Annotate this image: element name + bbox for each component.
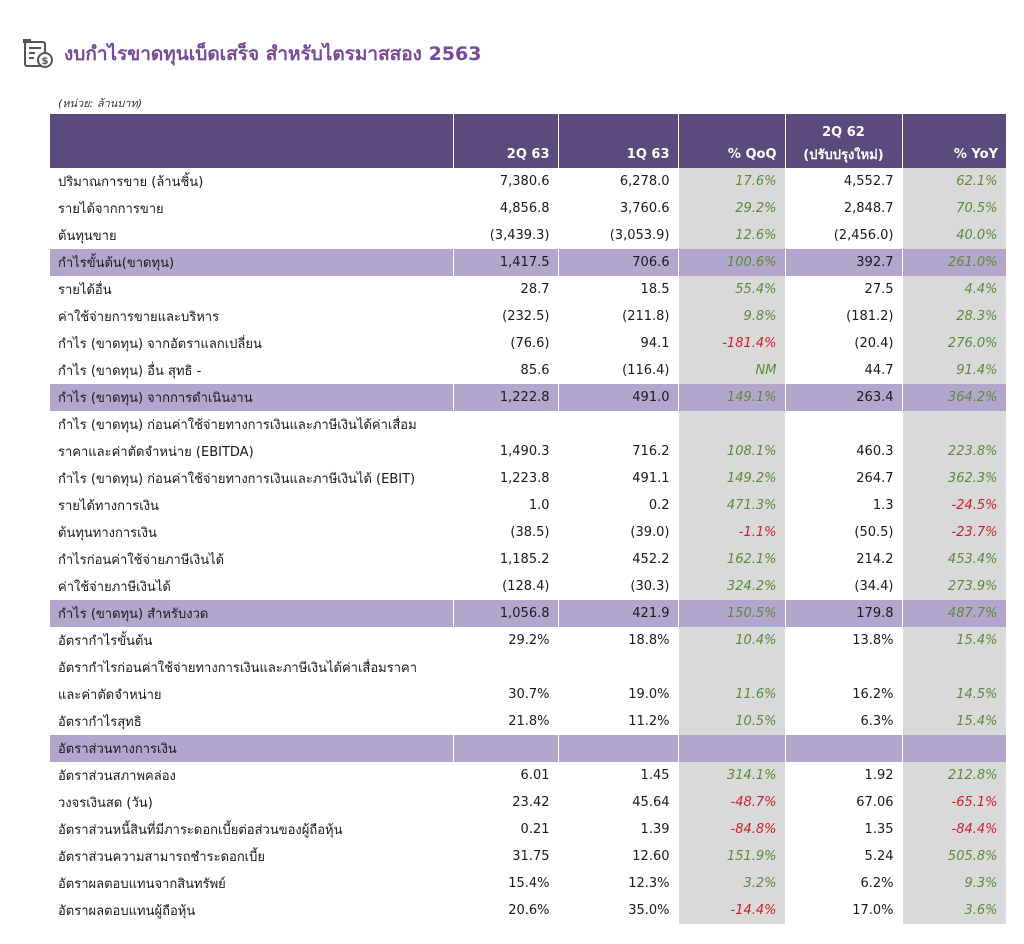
value-1q63: 0.2 [558, 492, 678, 519]
value-2q62 [785, 654, 902, 681]
value-2q63: 1,056.8 [453, 600, 558, 627]
value-2q63: 85.6 [453, 357, 558, 384]
value-yoy: -84.4% [902, 816, 1006, 843]
value-1q63: 716.2 [558, 438, 678, 465]
value-1q63 [558, 411, 678, 438]
value-qoq: 100.6% [678, 249, 785, 276]
table-row [50, 384, 1006, 411]
row-label: อัตราผลตอบแทนจากสินทรัพย์ [50, 870, 453, 897]
value-2q63: 15.4% [453, 870, 558, 897]
table-row [50, 735, 1006, 762]
value-1q63: (39.0) [558, 519, 678, 546]
value-qoq: -14.4% [678, 897, 785, 924]
value-2q62: (50.5) [785, 519, 902, 546]
page-header [22, 36, 481, 72]
value-1q63: 3,760.6 [558, 195, 678, 222]
value-2q63: 1.0 [453, 492, 558, 519]
value-qoq: 471.3% [678, 492, 785, 519]
value-yoy [902, 654, 1006, 681]
value-qoq: 150.5% [678, 600, 785, 627]
value-2q63: 28.7 [453, 276, 558, 303]
value-2q62: 6.3% [785, 708, 902, 735]
value-2q63: 4,856.8 [453, 195, 558, 222]
value-2q62: 2,848.7 [785, 195, 902, 222]
value-1q63: 1.45 [558, 762, 678, 789]
table-row [50, 816, 1006, 843]
row-label: ปริมาณการขาย (ล้านชิ้น) [50, 168, 453, 195]
value-2q62 [785, 735, 902, 762]
value-2q62: 17.0% [785, 897, 902, 924]
value-2q62: 460.3 [785, 438, 902, 465]
row-label: ค่าใช้จ่ายการขายและบริหาร [50, 303, 453, 330]
value-2q62: 44.7 [785, 357, 902, 384]
value-1q63: 12.60 [558, 843, 678, 870]
table-row [50, 654, 1006, 681]
value-qoq: 11.6% [678, 681, 785, 708]
value-2q62: 67.06 [785, 789, 902, 816]
table-row [50, 681, 1006, 708]
header-blank [902, 114, 1006, 140]
table-header [50, 114, 1006, 168]
value-2q62: 179.8 [785, 600, 902, 627]
income-statement-table [50, 114, 1007, 924]
value-2q63: (38.5) [453, 519, 558, 546]
value-yoy: 91.4% [902, 357, 1006, 384]
value-yoy: 15.4% [902, 627, 1006, 654]
row-label: ต้นทุนขาย [50, 222, 453, 249]
value-2q62: 4,552.7 [785, 168, 902, 195]
value-2q63: 1,185.2 [453, 546, 558, 573]
table-row [50, 249, 1006, 276]
value-2q62: 1.92 [785, 762, 902, 789]
row-label: รายได้ทางการเงิน [50, 492, 453, 519]
row-label: อัตราผลตอบแทนผู้ถือหุ้น [50, 897, 453, 924]
value-1q63: 18.8% [558, 627, 678, 654]
value-2q62: 392.7 [785, 249, 902, 276]
value-qoq: 151.9% [678, 843, 785, 870]
value-yoy [902, 735, 1006, 762]
row-label: อัตราส่วนความสามารถชำระดอกเบี้ย [50, 843, 453, 870]
value-qoq: -48.7% [678, 789, 785, 816]
row-label: กำไร (ขาดทุน) ก่อนค่าใช้จ่ายทางการเงินและภาษีเงินได้ค่าเสื่อม [50, 411, 453, 438]
page-title: งบกำไรขาดทุนเบ็ดเสร็จ สำหรับไตรมาสสอง 2563 [64, 43, 482, 65]
table-row [50, 897, 1006, 924]
value-yoy: 276.0% [902, 330, 1006, 357]
value-2q62: 263.4 [785, 384, 902, 411]
value-1q63: (3,053.9) [558, 222, 678, 249]
value-yoy: 223.8% [902, 438, 1006, 465]
value-yoy [902, 411, 1006, 438]
value-qoq: 10.4% [678, 627, 785, 654]
value-2q63: 1,222.8 [453, 384, 558, 411]
value-yoy: 212.8% [902, 762, 1006, 789]
value-2q63: 1,490.3 [453, 438, 558, 465]
value-1q63: 19.0% [558, 681, 678, 708]
value-qoq: -1.1% [678, 519, 785, 546]
value-yoy: 453.4% [902, 546, 1006, 573]
value-qoq: 10.5% [678, 708, 785, 735]
table-row [50, 519, 1006, 546]
value-1q63: 491.1 [558, 465, 678, 492]
row-label: อัตราส่วนหนี้สินที่มีภาระดอกเบี้ยต่อส่วนของผู้ถือหุ้น [50, 816, 453, 843]
row-label: อัตราส่วนสภาพคล่อง [50, 762, 453, 789]
table-row [50, 843, 1006, 870]
row-label: ราคาและค่าตัดจำหน่าย (EBITDA) [50, 438, 453, 465]
table-row [50, 465, 1006, 492]
table-row [50, 357, 1006, 384]
value-2q62: 264.7 [785, 465, 902, 492]
value-qoq [678, 411, 785, 438]
value-yoy: 28.3% [902, 303, 1006, 330]
header-2q62-restated: (ปรับปรุงใหม่) [785, 140, 902, 168]
value-2q63: (3,439.3) [453, 222, 558, 249]
value-2q62: 6.2% [785, 870, 902, 897]
row-label: กำไร (ขาดทุน) จากการดำเนินงาน [50, 384, 453, 411]
value-2q63: (232.5) [453, 303, 558, 330]
header-blank [558, 114, 678, 140]
value-2q63: 7,380.6 [453, 168, 558, 195]
value-1q63: 94.1 [558, 330, 678, 357]
value-yoy: -65.1% [902, 789, 1006, 816]
table-row [50, 600, 1006, 627]
value-qoq [678, 654, 785, 681]
value-1q63 [558, 735, 678, 762]
table-row [50, 573, 1006, 600]
value-yoy: 487.7% [902, 600, 1006, 627]
row-label: อัตรากำไรก่อนค่าใช้จ่ายทางการเงินและภาษีเงินได้ค่าเสื่อมราคา [50, 654, 453, 681]
row-label: ต้นทุนทางการเงิน [50, 519, 453, 546]
header-qoq: % QoQ [678, 140, 785, 168]
value-yoy: -23.7% [902, 519, 1006, 546]
value-2q62: (2,456.0) [785, 222, 902, 249]
value-qoq: 17.6% [678, 168, 785, 195]
value-2q63: 31.75 [453, 843, 558, 870]
value-qoq: -84.8% [678, 816, 785, 843]
value-2q62: (34.4) [785, 573, 902, 600]
value-2q62: 1.3 [785, 492, 902, 519]
value-1q63 [558, 654, 678, 681]
table-row [50, 438, 1006, 465]
value-2q62: 1.35 [785, 816, 902, 843]
value-2q62 [785, 411, 902, 438]
header-label [50, 140, 453, 168]
row-label: กำไร (ขาดทุน) จากอัตราแลกเปลี่ยน [50, 330, 453, 357]
row-label: กำไร (ขาดทุน) ก่อนค่าใช้จ่ายทางการเงินและภาษีเงินได้ (EBIT) [50, 465, 453, 492]
value-qoq: 324.2% [678, 573, 785, 600]
header-blank [678, 114, 785, 140]
value-2q62: 214.2 [785, 546, 902, 573]
value-2q63: 20.6% [453, 897, 558, 924]
value-1q63: 6,278.0 [558, 168, 678, 195]
value-1q63: (30.3) [558, 573, 678, 600]
value-1q63: 1.39 [558, 816, 678, 843]
table-row [50, 222, 1006, 249]
value-qoq: 162.1% [678, 546, 785, 573]
value-yoy: -24.5% [902, 492, 1006, 519]
value-yoy: 14.5% [902, 681, 1006, 708]
value-2q63: 23.42 [453, 789, 558, 816]
value-yoy: 273.9% [902, 573, 1006, 600]
value-2q62: 13.8% [785, 627, 902, 654]
value-1q63: (116.4) [558, 357, 678, 384]
svg-text:$: $ [41, 56, 49, 67]
header-2q62-period: 2Q 62 [785, 114, 902, 140]
row-label: กำไร (ขาดทุน) อื่น สุทธิ - [50, 357, 453, 384]
value-qoq: 149.1% [678, 384, 785, 411]
value-qoq: NM [678, 357, 785, 384]
value-2q63 [453, 735, 558, 762]
value-1q63: 18.5 [558, 276, 678, 303]
value-2q63: 1,223.8 [453, 465, 558, 492]
value-qoq: 3.2% [678, 870, 785, 897]
value-qoq: 149.2% [678, 465, 785, 492]
table-row [50, 708, 1006, 735]
value-1q63: 421.9 [558, 600, 678, 627]
table-row [50, 303, 1006, 330]
value-yoy: 4.4% [902, 276, 1006, 303]
value-qoq [678, 735, 785, 762]
value-2q63: 0.21 [453, 816, 558, 843]
value-yoy: 70.5% [902, 195, 1006, 222]
table-row [50, 276, 1006, 303]
value-2q63: 6.01 [453, 762, 558, 789]
value-1q63: 491.0 [558, 384, 678, 411]
header-2q63: 2Q 63 [453, 140, 558, 168]
row-label: กำไรก่อนค่าใช้จ่ายภาษีเงินได้ [50, 546, 453, 573]
table-row [50, 870, 1006, 897]
value-2q63: 1,417.5 [453, 249, 558, 276]
value-2q62: (181.2) [785, 303, 902, 330]
table-body [50, 168, 1006, 924]
table-row [50, 492, 1006, 519]
value-yoy: 261.0% [902, 249, 1006, 276]
value-2q62: 16.2% [785, 681, 902, 708]
value-1q63: 35.0% [558, 897, 678, 924]
row-label: ค่าใช้จ่ายภาษีเงินได้ [50, 573, 453, 600]
financial-report-icon [22, 38, 54, 70]
table-row [50, 546, 1006, 573]
row-label: วงจรเงินสด (วัน) [50, 789, 453, 816]
table-row [50, 195, 1006, 222]
value-1q63: (211.8) [558, 303, 678, 330]
value-2q63 [453, 411, 558, 438]
row-label: รายได้อื่น [50, 276, 453, 303]
row-label: อัตรากำไรสุทธิ [50, 708, 453, 735]
value-2q63: 29.2% [453, 627, 558, 654]
value-1q63: 452.2 [558, 546, 678, 573]
row-label: กำไรขั้นต้น(ขาดทุน) [50, 249, 453, 276]
value-qoq: 314.1% [678, 762, 785, 789]
value-yoy: 9.3% [902, 870, 1006, 897]
header-yoy: % YoY [902, 140, 1006, 168]
value-yoy: 364.2% [902, 384, 1006, 411]
value-2q62: 5.24 [785, 843, 902, 870]
value-1q63: 11.2% [558, 708, 678, 735]
value-2q62: 27.5 [785, 276, 902, 303]
value-yoy: 15.4% [902, 708, 1006, 735]
table-row [50, 789, 1006, 816]
value-2q63: (128.4) [453, 573, 558, 600]
header-blank [50, 114, 453, 140]
value-yoy: 62.1% [902, 168, 1006, 195]
value-qoq: 29.2% [678, 195, 785, 222]
value-2q63 [453, 654, 558, 681]
row-label: กำไร (ขาดทุน) สำหรับงวด [50, 600, 453, 627]
table-row [50, 762, 1006, 789]
value-1q63: 706.6 [558, 249, 678, 276]
value-1q63: 45.64 [558, 789, 678, 816]
header-1q63: 1Q 63 [558, 140, 678, 168]
value-yoy: 362.3% [902, 465, 1006, 492]
value-1q63: 12.3% [558, 870, 678, 897]
value-2q63: 21.8% [453, 708, 558, 735]
table-row [50, 330, 1006, 357]
unit-note: (หน่วย: ล้านบาท) [58, 97, 143, 110]
table-row [50, 168, 1006, 195]
row-label: อัตรากำไรขั้นต้น [50, 627, 453, 654]
value-qoq: -181.4% [678, 330, 785, 357]
row-label: อัตราส่วนทางการเงิน [50, 735, 453, 762]
value-yoy: 505.8% [902, 843, 1006, 870]
value-2q62: (20.4) [785, 330, 902, 357]
row-label: และค่าตัดจำหน่าย [50, 681, 453, 708]
value-qoq: 55.4% [678, 276, 785, 303]
value-yoy: 3.6% [902, 897, 1006, 924]
value-qoq: 108.1% [678, 438, 785, 465]
header-blank [453, 114, 558, 140]
value-qoq: 9.8% [678, 303, 785, 330]
value-yoy: 40.0% [902, 222, 1006, 249]
row-label: รายได้จากการขาย [50, 195, 453, 222]
value-qoq: 12.6% [678, 222, 785, 249]
table-row [50, 411, 1006, 438]
value-2q63: 30.7% [453, 681, 558, 708]
value-2q63: (76.6) [453, 330, 558, 357]
table-row [50, 627, 1006, 654]
